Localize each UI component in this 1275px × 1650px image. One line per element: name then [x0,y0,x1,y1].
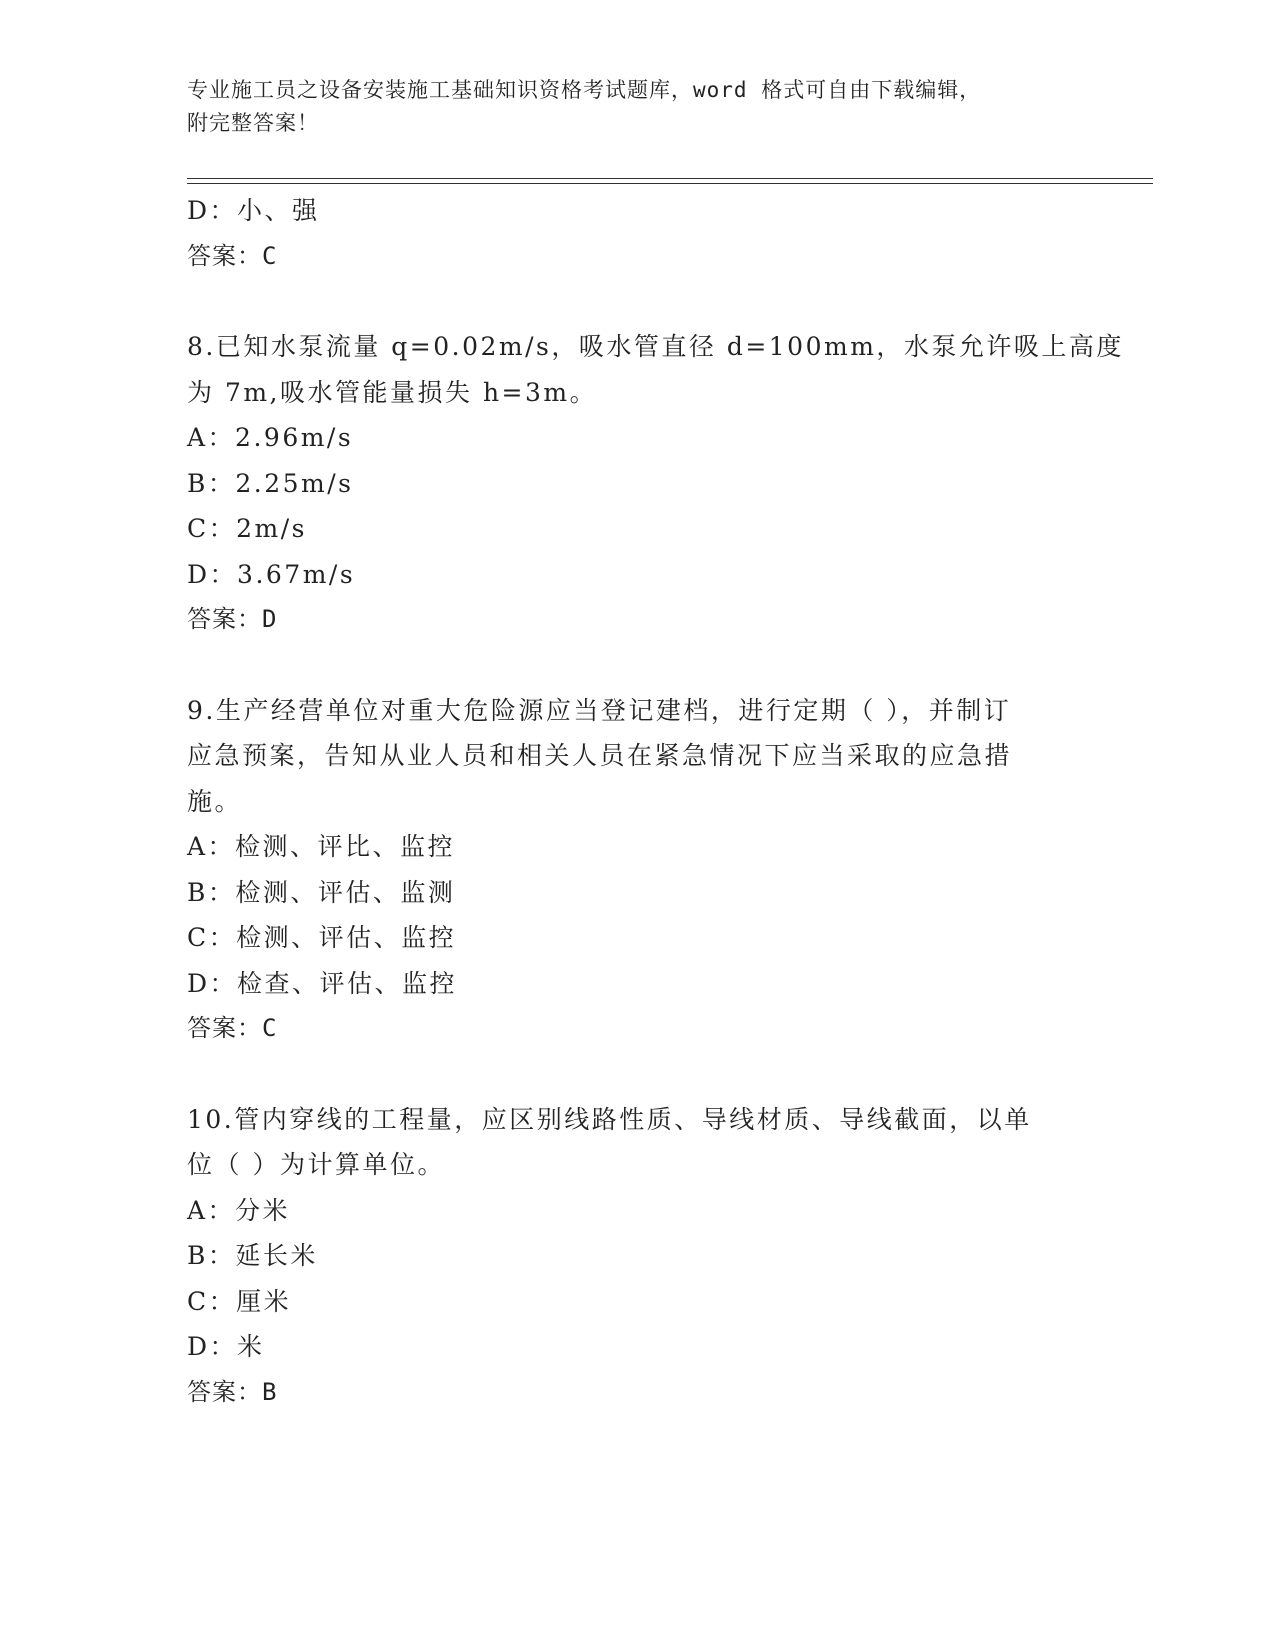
answer-line [187,234,1077,280]
spacer [187,643,1077,688]
spacer [187,279,1077,324]
question-content [187,188,1124,1415]
answer-line [187,597,1077,643]
question-stem-line: 位（ ）为计算单位。 [187,1150,445,1179]
question-8 [187,324,1124,643]
option-a: A：检测、评比、监控 [187,832,456,861]
option-a: A：2.96m/s [187,423,354,452]
spacer [187,1052,1077,1097]
answer-label: 答案： [187,1014,262,1042]
question-10 [187,1097,1077,1416]
answer-label: 答案： [187,605,262,633]
question-7-fragment [187,188,1077,279]
answer-label: 答案： [187,1377,262,1406]
question-stem-line: 10.管内穿线的工程量，应区别线路性质、导线材质、导线截面，以单 [187,1104,1032,1134]
option-c: C：2m/s [187,514,307,543]
answer-line [187,1370,1077,1416]
header-title-line-1: 专业施工员之设备安装施工基础知识资格考试题库，word 格式可自由下载编辑， [187,78,982,102]
option-c: C：厘米 [187,1286,292,1316]
header-divider-top [187,178,1153,179]
option-d: D：3.67m/s [187,559,356,589]
question-stem-line: 为 7m,吸水管能量损失 h=3m。 [187,377,598,407]
question-stem-line: 9.生产经营单位对重大危险源应当登记建档，进行定期（ ），并制订 [187,695,1012,725]
option-b: B：检测、评估、监测 [187,877,456,907]
option-d: D：检查、评估、监控 [187,968,458,998]
answer-label: 答案： [187,241,262,270]
question-stem-line: 8.已知水泵流量 q=0.02m/s，吸水管直径 d=100mm，水泵允许吸上高度 [187,332,1124,361]
header-divider-bottom [187,183,1153,184]
option-d: D：小、强 [187,196,320,225]
answer-value: B [262,1377,278,1406]
option-c: C：检测、评估、监控 [187,923,457,952]
option-b: B：延长米 [187,1241,318,1270]
header-title-line-2: 附完整答案！ [187,111,319,135]
option-d: D：米 [187,1332,265,1361]
document-header [187,74,1067,140]
option-b: B：2.25m/s [187,468,354,498]
answer-value: C [262,241,278,270]
question-stem-line: 应急预案，告知从业人员和相关人员在紧急情况下应当采取的应急措 [187,741,1013,770]
question-stem-line: 施。 [187,786,243,816]
answer-value: C [262,1014,278,1042]
answer-value: D [262,605,278,633]
option-a: A：分米 [187,1195,291,1225]
question-9 [187,688,1077,1052]
answer-line [187,1006,1077,1052]
